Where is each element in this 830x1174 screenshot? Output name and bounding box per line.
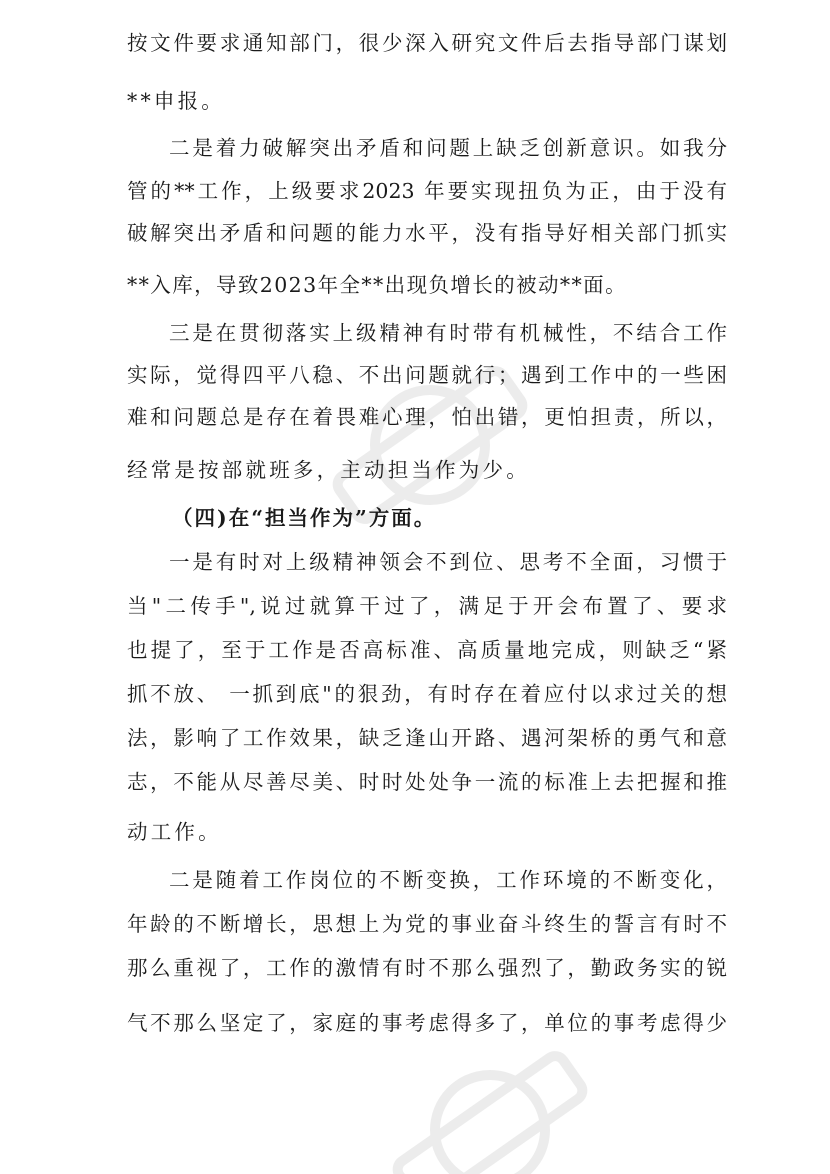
paragraph-line: 法，影响了工作效果，缺乏逢山开路、遇河架桥的勇气和意: [127, 726, 727, 750]
paragraph-line: 也提了，至于工作是否高标准、高质量地完成，则缺乏“紧: [127, 638, 727, 662]
watermark-icon: [360, 1050, 620, 1174]
paragraph-line: 按文件要求通知部门，很少深入研究文件后去指导部门谋划: [127, 31, 727, 55]
paragraph-line: 二是随着工作岗位的不断变换，工作环境的不断变化，: [169, 868, 727, 892]
paragraph-line: **入库，导致2023年全**出现负增长的被动**面。: [127, 273, 627, 297]
paragraph-line: 年龄的不断增长，思想上为党的事业奋斗终生的誓言有时不: [127, 912, 727, 936]
paragraph-line: 当"二传手",说过就算干过了，满足于开会布置了、要求: [127, 594, 727, 618]
paragraph-line: **申报。: [127, 89, 225, 113]
paragraph-line: 一是有时对上级精神领会不到位、思考不全面，习惯于: [169, 550, 727, 574]
paragraph-line: 气不那么坚定了，家庭的事考虑得多了，单位的事考虑得少: [127, 1011, 727, 1035]
paragraph-line: 志，不能从尽善尽美、时时处处争一流的标准上去把握和推: [127, 770, 727, 794]
paragraph-line: 难和问题总是存在着畏难心理，怕出错，更怕担责，所以，: [127, 405, 727, 429]
section-heading: （四)在“担当作为”方面。: [172, 506, 437, 530]
paragraph-line: 实际，觉得四平八稳、不出问题就行；遇到工作中的一些困: [127, 363, 727, 387]
paragraph-line: 二是着力破解突出矛盾和问题上缺乏创新意识。如我分: [169, 136, 727, 160]
paragraph-line: 那么重视了，工作的激情有时不那么强烈了，勤政务实的锐: [127, 956, 727, 980]
paragraph-line: 动工作。: [127, 820, 222, 844]
paragraph-line: 经常是按部就班多，主动担当作为少。: [127, 458, 530, 482]
paragraph-line: 管的**工作，上级要求2023 年要实现扭负为正，由于没有: [127, 179, 727, 203]
paragraph-line: 抓不放、 一抓到底"的狠劲，有时存在着应付以求过关的想: [127, 682, 727, 706]
paragraph-line: 破解突出矛盾和问题的能力水平，没有指导好相关部门抓实: [127, 221, 727, 245]
paragraph-line: 三是在贯彻落实上级精神有时带有机械性，不结合工作: [169, 321, 727, 345]
